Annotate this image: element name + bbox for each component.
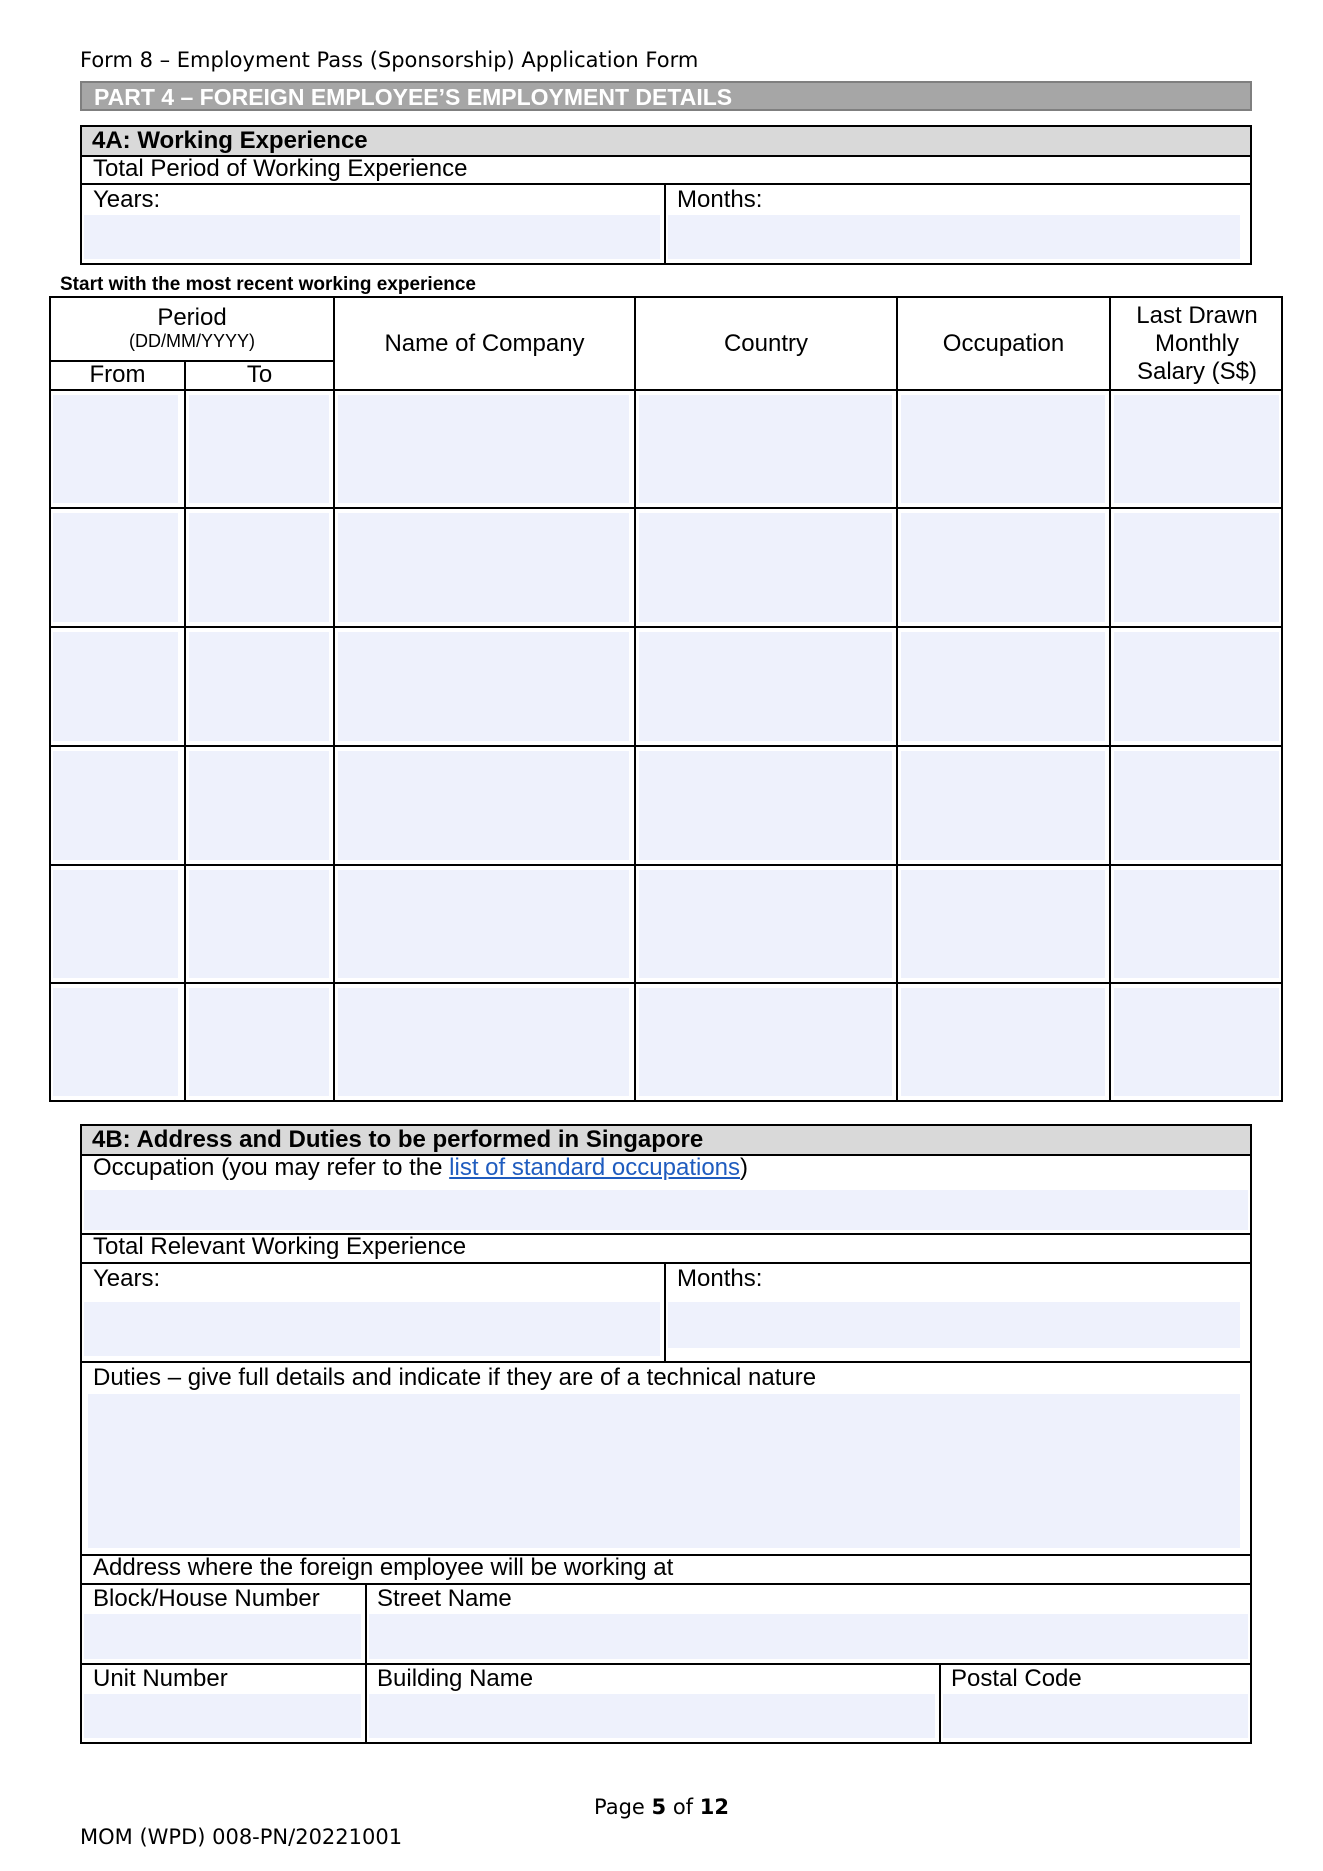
occupation-label — [93, 1154, 748, 1182]
country-field[interactable] — [639, 395, 892, 503]
divider — [634, 296, 636, 1102]
divider — [664, 183, 666, 265]
form-code: MOM (WPD) 008-PN/20221001 — [80, 1825, 403, 1849]
form-title: Form 8 – Employment Pass (Sponsorship) Application Form — [80, 48, 699, 72]
occupation-field[interactable] — [901, 632, 1105, 741]
unit-label: Unit Number — [93, 1665, 228, 1692]
divider — [49, 507, 1283, 509]
company-field[interactable] — [338, 632, 629, 741]
page-number — [0, 1794, 1323, 1820]
block-label: Block/House Number — [93, 1585, 320, 1612]
divider — [896, 296, 898, 1102]
divider — [939, 1663, 941, 1744]
company-field[interactable] — [338, 988, 629, 1096]
section-4b-heading: 4B: Address and Duties to be performed in Singapore — [82, 1126, 1250, 1154]
divider — [49, 389, 1283, 391]
building-field[interactable] — [369, 1694, 935, 1738]
building-label: Building Name — [377, 1665, 534, 1692]
occupation-field[interactable] — [84, 1190, 1248, 1230]
standard-occupations-link[interactable]: list of standard occupations — [449, 1154, 741, 1181]
from-date-field[interactable] — [53, 751, 178, 860]
salary-field[interactable] — [1114, 513, 1279, 622]
address-label: Address where the foreign employee will be working at — [93, 1554, 674, 1581]
divider — [184, 360, 186, 1102]
country-header: Country — [723, 330, 809, 357]
to-header: To — [246, 361, 273, 388]
company-field[interactable] — [338, 751, 629, 860]
block-field[interactable] — [84, 1614, 361, 1659]
from-date-field[interactable] — [53, 870, 178, 978]
divider — [664, 1262, 666, 1361]
country-field[interactable] — [639, 870, 892, 978]
to-date-field[interactable] — [189, 632, 329, 741]
page-of: of — [666, 1795, 700, 1819]
salary-field[interactable] — [1114, 395, 1279, 503]
period-header: Period — [157, 304, 227, 331]
page-current: 5 — [651, 1795, 667, 1819]
duties-label: Duties – give full details and indicate if they are of a technical nature — [93, 1364, 817, 1391]
divider — [49, 864, 1283, 866]
company-field[interactable] — [338, 513, 629, 622]
salary-header-line-2: Monthly — [1154, 330, 1240, 357]
page-prefix: Page — [594, 1795, 652, 1819]
to-date-field[interactable] — [189, 395, 329, 503]
occupation-label-prefix: Occupation (you may refer to the — [93, 1154, 450, 1181]
country-field[interactable] — [639, 513, 892, 622]
duties-field[interactable] — [88, 1394, 1240, 1548]
occupation-field[interactable] — [901, 751, 1105, 860]
to-date-field[interactable] — [189, 988, 329, 1096]
table-note: Start with the most recent working experience — [60, 274, 476, 295]
from-date-field[interactable] — [53, 513, 178, 622]
country-field[interactable] — [639, 632, 892, 741]
period-format: (DD/MM/YYYY) — [129, 331, 255, 351]
divider — [49, 626, 1283, 628]
divider — [49, 982, 1283, 984]
divider — [1109, 296, 1111, 1102]
salary-field[interactable] — [1114, 751, 1279, 860]
postal-code-field[interactable] — [943, 1694, 1248, 1738]
salary-header-line-3: Salary (S$) — [1136, 358, 1258, 385]
salary-field[interactable] — [1114, 632, 1279, 741]
relevant-months-label: Months: — [677, 1265, 763, 1292]
occupation-field[interactable] — [901, 870, 1105, 978]
country-field[interactable] — [639, 988, 892, 1096]
divider — [80, 183, 1252, 185]
country-field[interactable] — [639, 751, 892, 860]
occupation-field[interactable] — [901, 988, 1105, 1096]
from-date-field[interactable] — [53, 395, 178, 503]
total-period-label: Total Period of Working Experience — [93, 155, 468, 182]
to-date-field[interactable] — [189, 870, 329, 978]
from-date-field[interactable] — [53, 988, 178, 1096]
relevant-years-field[interactable] — [84, 1302, 660, 1356]
months-label: Months: — [677, 186, 763, 213]
to-date-field[interactable] — [189, 513, 329, 622]
occupation-header: Occupation — [942, 330, 1065, 357]
divider — [80, 1262, 1252, 1264]
relevant-years-label: Years: — [93, 1265, 161, 1292]
salary-field[interactable] — [1114, 870, 1279, 978]
company-field[interactable] — [338, 870, 629, 978]
page-total: 12 — [699, 1795, 729, 1819]
part-4-title-bar: PART 4 – FOREIGN EMPLOYEE’S EMPLOYMENT DETAILS — [80, 81, 1252, 111]
from-date-field[interactable] — [53, 632, 178, 741]
years-field[interactable] — [84, 215, 660, 259]
months-field[interactable] — [668, 215, 1240, 259]
salary-header-line-1: Last Drawn — [1136, 302, 1258, 329]
to-date-field[interactable] — [189, 751, 329, 860]
unit-field[interactable] — [84, 1694, 361, 1738]
relevant-months-field[interactable] — [668, 1302, 1240, 1348]
occupation-label-suffix: ) — [740, 1154, 749, 1181]
years-label: Years: — [93, 186, 161, 213]
salary-field[interactable] — [1114, 988, 1279, 1096]
divider — [80, 1361, 1252, 1363]
divider — [333, 296, 335, 1102]
postal-code-label: Postal Code — [951, 1665, 1082, 1692]
company-field[interactable] — [338, 395, 629, 503]
street-label: Street Name — [377, 1585, 512, 1612]
from-header: From — [89, 361, 146, 388]
section-4a-heading: 4A: Working Experience — [82, 127, 1250, 155]
company-header: Name of Company — [384, 330, 585, 357]
divider — [49, 745, 1283, 747]
relevant-experience-label: Total Relevant Working Experience — [93, 1233, 467, 1260]
occupation-field[interactable] — [901, 513, 1105, 622]
occupation-field[interactable] — [901, 395, 1105, 503]
street-field[interactable] — [369, 1614, 1248, 1659]
